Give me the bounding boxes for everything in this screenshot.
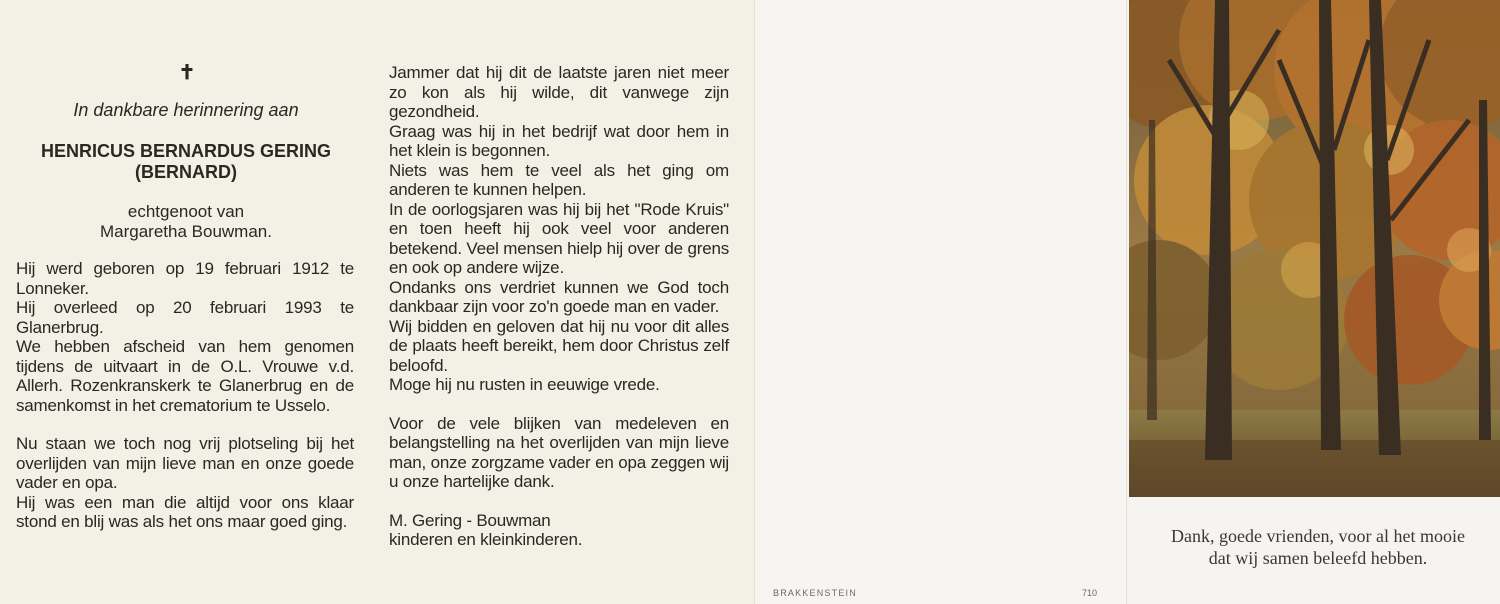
autumn-forest-photo bbox=[1129, 0, 1500, 497]
biography-column bbox=[16, 259, 354, 532]
text-paragraph: Graag was hij in het bedrijf wat door hem in het klein is begonnen. bbox=[389, 121, 729, 160]
intro-line: In dankbare herinnering aan bbox=[73, 100, 299, 120]
cross-icon: ✝ bbox=[178, 62, 196, 84]
text-paragraph: Moge hij nu rusten in eeuwige vrede. bbox=[389, 375, 660, 394]
birth-paragraph: Hij werd geboren op 19 februari 1912 te Lonneker. bbox=[16, 259, 354, 298]
quote-line: dat wij samen beleefd hebben. bbox=[1208, 548, 1428, 568]
product-code: 710 bbox=[1082, 588, 1098, 598]
signature-name: M. Gering - Bouwman bbox=[389, 510, 551, 530]
text-paragraph: Nu staan we toch nog vrij plotseling bij het overlijden van mijn lieve man en onze goede vader en opa. bbox=[16, 434, 354, 492]
text-paragraph: Wij bidden en geloven dat hij nu voor dit alles de plaats heeft bereikt, hem door Christus zelf beloofd. bbox=[389, 316, 729, 375]
back-panel bbox=[755, 0, 1127, 604]
nickname-line: (BERNARD) bbox=[135, 162, 237, 182]
memorial-column bbox=[389, 63, 729, 550]
text-paragraph: Ondanks ons verdriet kunnen we God toch dankbaar zijn voor zo'n goede man en vader. bbox=[389, 277, 729, 316]
signature-family: kinderen en kleinkinderen. bbox=[389, 530, 583, 549]
spouse-block bbox=[0, 202, 372, 242]
funeral-paragraph: We hebben afscheid van hem genomen tijdens de uitvaart in de O.L. Vrouwe v.d. Allerh. Rozenkranskerk te Glanerbrug en de samenkomst in het crematorium te Usselo. bbox=[16, 337, 354, 415]
text-paragraph: In de oorlogsjaren was hij bij het "Rode Kruis" en toen heeft hij ook veel voor anderen betekend. Veel mensen hielp hij over de grens en ook op andere wijze. bbox=[389, 199, 729, 277]
death-paragraph: Hij overleed op 20 februari 1993 te Glanerbrug. bbox=[16, 298, 354, 337]
publisher-brand: BRAKKENSTEIN bbox=[773, 588, 857, 598]
deceased-name bbox=[0, 141, 372, 183]
text-paragraph: Hij was een man die altijd voor ons klaar stond en blij was als het ons maar goed ging. bbox=[16, 492, 354, 531]
quote-line: Dank, goede vrienden, voor al het mooie bbox=[1171, 526, 1465, 546]
thanks-paragraph: Voor de vele blijken van medeleven en belangstelling na het overlijden van mijn lieve man, onze zorgzame vader en opa zeggen wij u onze hartelijke dank. bbox=[389, 413, 729, 491]
text-paragraph: Jammer dat hij dit de laatste jaren niet meer zo kon als hij wilde, dit vanwege zijn gezondheid. bbox=[389, 63, 729, 121]
name-line: HENRICUS BERNARDUS GERING bbox=[40, 141, 332, 161]
spouse-label: echtgenoot van bbox=[127, 202, 245, 221]
front-quote bbox=[1136, 525, 1500, 569]
text-paragraph: Niets was hem te veel als het ging om anderen te kunnen helpen. bbox=[389, 160, 729, 199]
spouse-name: Margaretha Bouwman. bbox=[100, 222, 272, 241]
